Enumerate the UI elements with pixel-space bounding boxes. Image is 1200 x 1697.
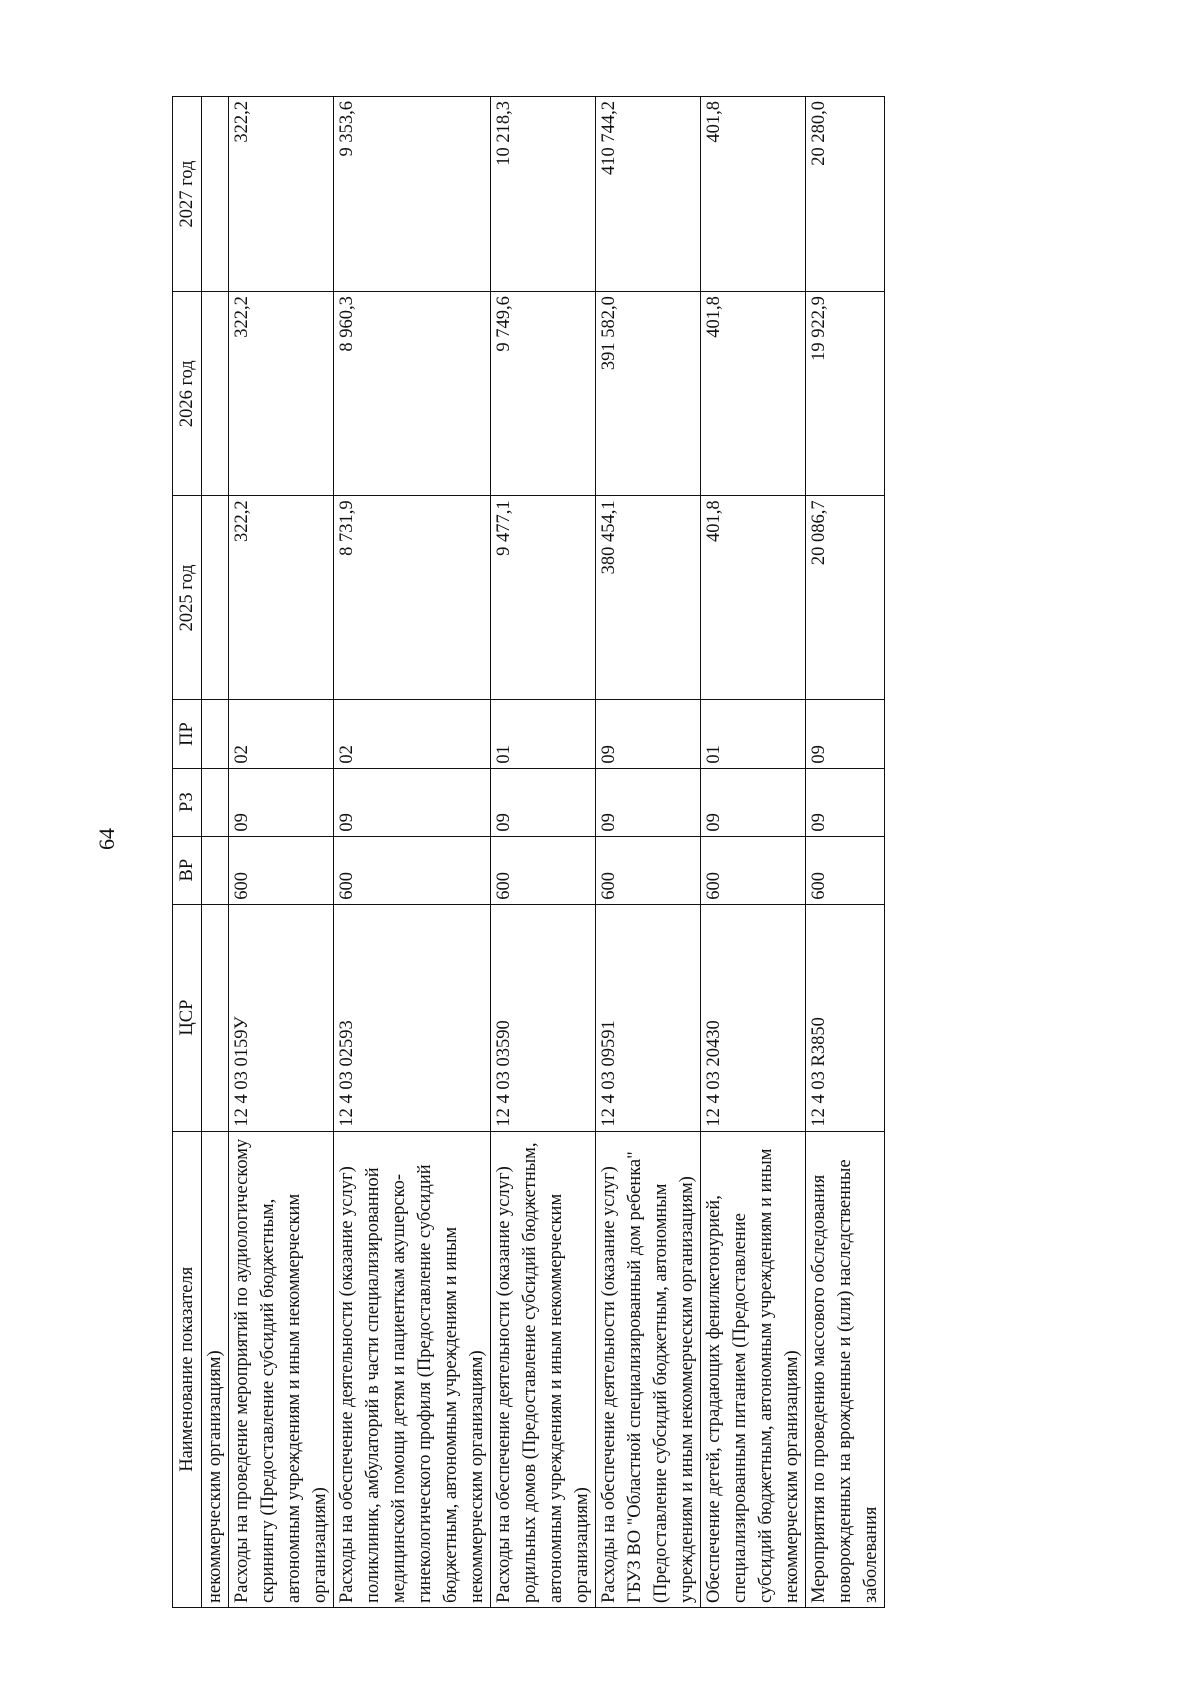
rotated-table-container	[172, 96, 1088, 1608]
cell-csr: 12 4 03 R3850	[806, 904, 885, 1131]
cell-name: Мероприятия по проведению массового обследования новорожденных на врожденные и (или) наследственные заболевания	[806, 1131, 885, 1607]
header-vr: ВР	[173, 836, 202, 904]
cell-vr: 600	[806, 836, 885, 904]
cell-2027: 410 744,2	[596, 97, 701, 292]
table-row	[229, 97, 334, 1608]
empty-cell	[202, 97, 229, 292]
cell-pr: 01	[491, 700, 596, 768]
cell-name: Расходы на обеспечение деятельности (оказание услуг) родильных домов (Предоставление субсидий бюджетным, автономным учреждениям и иным некоммерческим организациям)	[491, 1131, 596, 1607]
table-header-row	[173, 97, 202, 1608]
cell-2026: 322,2	[229, 292, 334, 496]
header-pr: ПР	[173, 700, 202, 768]
header-2027: 2027 год	[173, 97, 202, 292]
empty-cell	[202, 700, 229, 768]
cell-2025: 8 731,9	[334, 496, 491, 700]
cell-vr: 600	[596, 836, 701, 904]
cell-2025: 20 086,7	[806, 496, 885, 700]
cell-name: Расходы на обеспечение деятельности (оказание услуг) ГБУЗ ВО "Областной специализированный дом ребенка" (Предоставление субсидий бюджетным, автономным учреждениям и иным некоммерческим организациям)	[596, 1131, 701, 1607]
cell-2025: 380 454,1	[596, 496, 701, 700]
cell-csr: 12 4 03 09591	[596, 904, 701, 1131]
cell-2027: 401,8	[701, 97, 806, 292]
page-number: 64	[94, 828, 119, 850]
cell-rz: 09	[491, 768, 596, 836]
empty-cell	[202, 836, 229, 904]
cell-csr: 12 4 03 02593	[334, 904, 491, 1131]
empty-cell	[202, 904, 229, 1131]
cell-vr: 600	[229, 836, 334, 904]
cell-vr: 600	[491, 836, 596, 904]
cell-rz: 09	[229, 768, 334, 836]
budget-table	[172, 96, 885, 1608]
cell-2027: 20 280,0	[806, 97, 885, 292]
cell-csr: 12 4 03 03590	[491, 904, 596, 1131]
table-row-continuation	[202, 97, 229, 1608]
cell-2025: 322,2	[229, 496, 334, 700]
cell-pr: 02	[229, 700, 334, 768]
cell-2026: 19 922,9	[806, 292, 885, 496]
header-2025: 2025 год	[173, 496, 202, 700]
cell-name: Обеспечение детей, страдающих фенилкетонурией, специализированным питанием (Предоставление субсидий бюджетным, автономным учреждениям и иным некоммерческим организациям)	[701, 1131, 806, 1607]
header-csr: ЦСР	[173, 904, 202, 1131]
cell-2026: 8 960,3	[334, 292, 491, 496]
table-row	[334, 97, 491, 1608]
table-row	[701, 97, 806, 1608]
cell-2025: 9 477,1	[491, 496, 596, 700]
table-row	[596, 97, 701, 1608]
cell-rz: 09	[596, 768, 701, 836]
cell-rz: 09	[806, 768, 885, 836]
cell-pr: 02	[334, 700, 491, 768]
cell-vr: 600	[701, 836, 806, 904]
header-2026: 2026 год	[173, 292, 202, 496]
cell-2026: 9 749,6	[491, 292, 596, 496]
cell-csr: 12 4 03 20430	[701, 904, 806, 1131]
cell-pr: 01	[701, 700, 806, 768]
continuation-cell: некоммерческим организациям)	[202, 1131, 229, 1607]
cell-2027: 10 218,3	[491, 97, 596, 292]
cell-2026: 391 582,0	[596, 292, 701, 496]
empty-cell	[202, 292, 229, 496]
table-row	[491, 97, 596, 1608]
header-name: Наименование показателя	[173, 1131, 202, 1607]
cell-csr: 12 4 03 0159У	[229, 904, 334, 1131]
cell-pr: 09	[596, 700, 701, 768]
cell-2025: 401,8	[701, 496, 806, 700]
cell-vr: 600	[334, 836, 491, 904]
empty-cell	[202, 768, 229, 836]
table-row	[806, 97, 885, 1608]
cell-rz: 09	[701, 768, 806, 836]
cell-2027: 322,2	[229, 97, 334, 292]
header-rz: РЗ	[173, 768, 202, 836]
cell-rz: 09	[334, 768, 491, 836]
cell-name: Расходы на проведение мероприятий по аудиологическому скринингу (Предоставление субсидий бюджетным, автономным учреждениям и иным некоммерческим организациям)	[229, 1131, 334, 1607]
empty-cell	[202, 496, 229, 700]
cell-2026: 401,8	[701, 292, 806, 496]
cell-name: Расходы на обеспечение деятельности (оказание услуг) поликлиник, амбулаторий в части специализированной медицинской помощи детям и пациенткам акушерско-гинекологического профиля (Предоставление субсидий бюджетным, автономным учреждениям и иным некоммерческим организациям)	[334, 1131, 491, 1607]
cell-pr: 09	[806, 700, 885, 768]
cell-2027: 9 353,6	[334, 97, 491, 292]
